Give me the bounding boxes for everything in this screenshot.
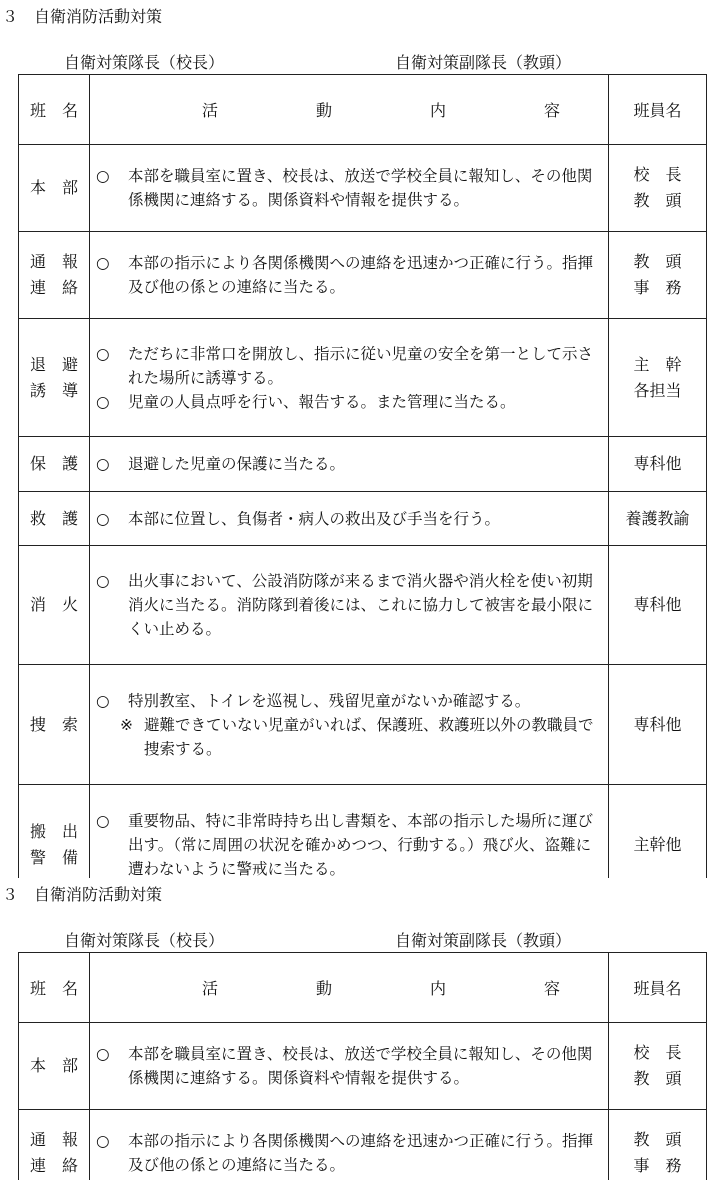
activity-cell [90,437,609,492]
team-name: 救 護 [19,492,90,546]
captain-label: 自衛対策隊長（校長） [64,53,225,72]
team-members: 専科他 [609,437,707,492]
activity-item: ○ 本部を職員室に置き、校長は、放送で学校全員に報知し、その他関係機関に連絡する。関係資料や情報を提供する。 [96,167,593,209]
activity-item: ○ 本部の指示により各関係機関への連絡を迅速かつ正確に行う。指揮及び他の係との連絡に当たる。 [96,1132,594,1174]
activity-cell [90,492,609,546]
table-row [19,1023,707,1110]
team-members: 校 長 教 頭 [609,145,707,232]
header-activity-char: 動 [315,101,332,120]
header-members: 班員名 [609,75,707,145]
section-title: ３ 自衛消防活動対策 [2,885,163,904]
activity-cell [90,145,609,232]
table-header-row [19,953,707,1023]
header-activity-char: 活 [202,979,219,998]
team-name: 通 報 連 絡 [19,232,90,319]
header-activity-char: 動 [315,979,332,998]
table-row [19,492,707,546]
table-header-row [19,75,707,145]
header-activity-char: 容 [543,101,560,120]
captain-label: 自衛対策隊長（校長） [64,931,225,950]
activity-cell [90,546,609,665]
table-row [19,145,707,232]
team-members: 教 頭 事 務 [609,1110,707,1180]
team-name: 搬 出 警 備 [19,785,90,881]
activity-cell [90,1110,609,1180]
header-members: 班員名 [609,953,707,1023]
activity-item: ○ ただちに非常口を開放し、指示に従い児童の安全を第一として示された場所に誘導する。 [96,344,594,387]
team-name: 消 火 [19,546,90,665]
header-activity [90,75,609,145]
table-row [19,319,707,437]
activity-item: ○ 本部を職員室に置き、校長は、放送で学校全員に報知し、その他関係機関に連絡する。関係資料や情報を提供する。 [96,1045,593,1087]
header-activity-char: 容 [543,979,560,998]
table-row [19,1110,707,1180]
activity-item: ○ 本部の指示により各関係機関への連絡を迅速かつ正確に行う。指揮及び他の係との連絡に当たる。 [96,254,594,296]
section-title: ３ 自衛消防活動対策 [2,7,163,26]
team-members: 主幹他 [609,785,707,881]
vice-captain-label: 自衛対策副隊長（教頭） [395,53,572,72]
table-row [19,232,707,319]
table-row [19,785,707,881]
activity-item: ○ 重要物品、特に非常時持ち出し書類を、本部の指示した場所に運び出す。（常に周囲の状況を確かめつつ、行動する。）飛び火、盗難に遭わないように警戒に当たる。 [96,811,594,878]
activity-cell [90,1023,609,1110]
activity-item: ○ 出火事において、公設消防隊が来るまで消火器や消火栓を使い初期消火に当たる。消防隊到着後には、これに協力して被害を最小限にくい止める。 [96,572,594,638]
activity-item: ○ 特別教室、トイレを巡視し、残留児童がないか確認する。 [96,691,531,710]
document-page-copy-2 [0,878,716,1180]
team-members: 主 幹 各担当 [609,319,707,437]
vice-captain-label: 自衛対策副隊長（教頭） [395,931,572,950]
header-activity-char: 内 [429,979,446,998]
team-members: 養護教諭 [609,492,707,546]
team-name: 保 護 [19,437,90,492]
duty-table [18,952,707,1180]
team-members: 専科他 [609,665,707,785]
header-activity-char: 内 [429,101,446,120]
header-activity-char: 活 [202,101,219,120]
header-team-name: 班 名 [19,953,90,1023]
activity-cell [90,232,609,319]
activity-item: ○ 本部に位置し、負傷者・病人の救出及び手当を行う。 [96,509,501,528]
team-name: 本 部 [19,1023,90,1110]
activity-note: ※ 避難できていない児童がいれば、保護班、救護班以外の教職員で捜索する。 [120,715,594,758]
team-members: 教 頭 事 務 [609,232,707,319]
activity-cell [90,665,609,785]
team-name: 通 報 連 絡 [19,1110,90,1180]
table-row [19,546,707,665]
activity-item: ○ 退避した児童の保護に当たる。 [96,455,346,473]
header-team-name: 班 名 [19,75,90,145]
team-members: 専科他 [609,546,707,665]
team-name: 本 部 [19,145,90,232]
duty-table [18,74,707,880]
activity-cell [90,785,609,881]
header-activity [90,953,609,1023]
team-name: 捜 索 [19,665,90,785]
activity-item: ○ 児童の人員点呼を行い、報告する。また管理に当たる。 [96,392,516,411]
team-members: 校 長 教 頭 [609,1023,707,1110]
team-name: 退 避 誘 導 [19,319,90,437]
table-row [19,437,707,492]
activity-cell [90,319,609,437]
table-row [19,665,707,785]
